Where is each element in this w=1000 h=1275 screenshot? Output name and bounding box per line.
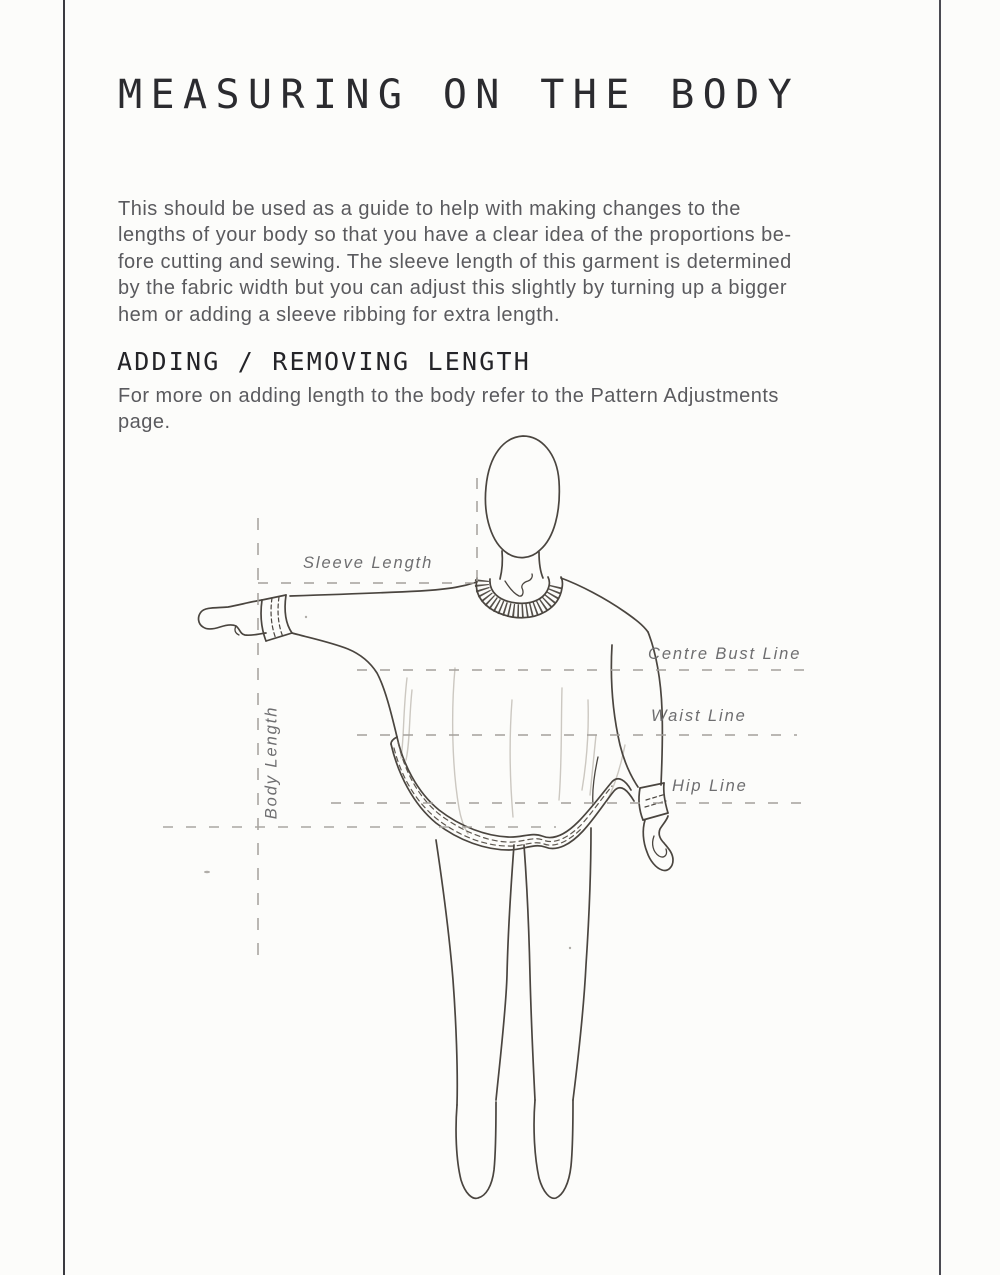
intro-line-3: fore cutting and sewing. The sleeve length of this garment is determined	[118, 250, 792, 273]
intro-line-2: lengths of your body so that you have a clear idea of the proportions be-	[118, 224, 792, 247]
section-heading: ADDING / REMOVING LENGTH	[117, 347, 532, 376]
label-sleeve-length: Sleeve Length	[303, 554, 434, 572]
figure-left-hand	[199, 600, 266, 635]
page-title: MEASURING ON THE BODY	[118, 72, 801, 118]
figure-right-hand	[643, 816, 673, 870]
scan-speckles	[204, 616, 571, 949]
label-body-length: Body Length	[262, 705, 281, 820]
figure-sweater	[261, 578, 668, 850]
figure-collar	[476, 577, 562, 618]
intro-line-5: hem or adding a sleeve ribbing for extra length.	[118, 303, 561, 326]
garment-drape-lines	[401, 668, 625, 834]
figure-legs	[436, 828, 591, 1198]
intro-line-1: This should be used as a guide to help with making changes to the	[118, 198, 741, 220]
section-line-1: For more on adding length to the body refer to the Pattern Adjustments	[118, 385, 779, 407]
intro-line-4: by the fabric width but you can adjust this slightly by turning up a bigger	[118, 277, 787, 300]
label-centre-bust-line: Centre Bust Line	[648, 645, 802, 663]
section-line-2: page.	[118, 411, 171, 434]
label-waist-line: Waist Line	[651, 707, 747, 725]
figure-head	[485, 436, 559, 596]
label-hip-line: Hip Line	[672, 777, 748, 795]
